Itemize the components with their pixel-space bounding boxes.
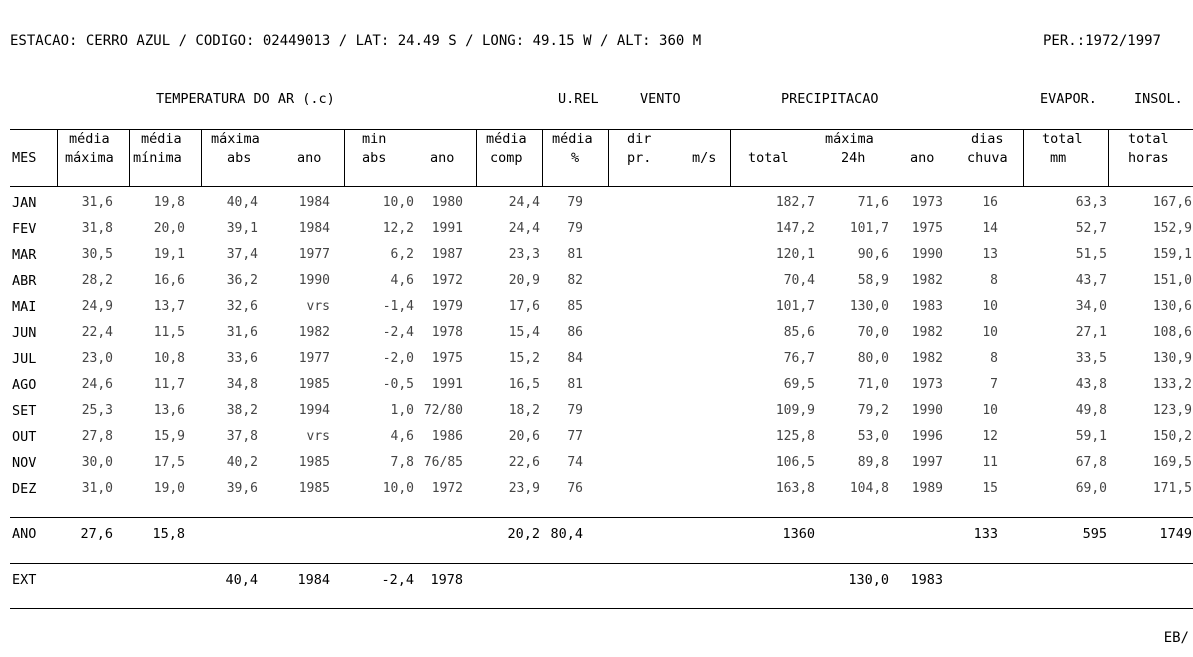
table-row-set-dias-chuva: 10 — [982, 403, 998, 418]
table-row-nov-max-abs: 40,2 — [226, 455, 258, 470]
table-row-abr-min-ano: 1972 — [431, 273, 463, 288]
table-row-set-media-max: 25,3 — [81, 403, 113, 418]
table-row-mai-insol-total: 130,6 — [1152, 299, 1192, 314]
table-row-jan-max-ano: 1984 — [298, 195, 330, 210]
col-header-media-min-2: mínima — [133, 150, 182, 166]
table-row-ago-media-comp: 16,5 — [508, 377, 540, 392]
table-row-mar-max-abs: 37,4 — [226, 247, 258, 262]
col-header-max-ano: ano — [297, 150, 322, 166]
table-row-abr-dias-chuva: 8 — [990, 273, 998, 288]
table-row-out-min-abs: 4,6 — [390, 429, 414, 444]
table-row-out-prec-max24: 53,0 — [857, 429, 889, 444]
col-header-evap-2: mm — [1050, 150, 1067, 166]
table-row-jul-prec-ano: 1982 — [911, 351, 943, 366]
table-row-jun-prec-total: 85,6 — [783, 325, 815, 340]
table-row-fev-media-min: 20,0 — [153, 221, 185, 236]
col-header-media-max-2: máxima — [65, 150, 114, 166]
table-row-mai-prec-max24: 130,0 — [849, 299, 889, 314]
table-row-fev-max-ano: 1984 — [298, 221, 330, 236]
table-row-jul-prec-max24: 80,0 — [857, 351, 889, 366]
table-row-fev-dias-chuva: 14 — [982, 221, 998, 236]
table-row-set-max-ano: 1994 — [298, 403, 330, 418]
table-row-ago-urel: 81 — [567, 377, 583, 392]
table-row-mai-max-abs: 32,6 — [226, 299, 258, 314]
table-row-ago-max-abs: 34,8 — [226, 377, 258, 392]
table-row-set-mes: SET — [12, 403, 37, 419]
extreme-row-max-ano: 1984 — [297, 572, 330, 588]
table-row-fev-prec-ano: 1975 — [911, 221, 943, 236]
table-row-ago-evap-total: 43,8 — [1075, 377, 1107, 392]
table-row-jan-max-abs: 40,4 — [226, 195, 258, 210]
table-row-set-min-abs: 1,0 — [390, 403, 414, 418]
table-row-mai-min-ano: 1979 — [431, 299, 463, 314]
table-row-dez-min-ano: 1972 — [431, 481, 463, 496]
table-row-abr-urel: 82 — [567, 273, 583, 288]
table-row-ago-min-abs: -0,5 — [382, 377, 414, 392]
table-row-dez-max-abs: 39,6 — [226, 481, 258, 496]
table-row-jul-mes: JUL — [12, 351, 37, 367]
table-row-mai-urel: 85 — [567, 299, 583, 314]
table-row-jul-insol-total: 130,9 — [1152, 351, 1192, 366]
table-row-jan-prec-max24: 71,6 — [857, 195, 889, 210]
table-row-set-insol-total: 123,9 — [1152, 403, 1192, 418]
column-divider — [1108, 129, 1109, 186]
col-header-media-comp-2: comp — [490, 150, 523, 166]
col-header-media-comp-1: média — [486, 131, 527, 147]
table-row-jul-dias-chuva: 8 — [990, 351, 998, 366]
table-row-abr-evap-total: 43,7 — [1075, 273, 1107, 288]
table-row-set-max-abs: 38,2 — [226, 403, 258, 418]
table-row-jan-insol-total: 167,6 — [1152, 195, 1192, 210]
table-row-ago-max-ano: 1985 — [298, 377, 330, 392]
table-row-out-min-ano: 1986 — [431, 429, 463, 444]
table-row-mar-min-ano: 1987 — [431, 247, 463, 262]
table-row-ago-dias-chuva: 7 — [990, 377, 998, 392]
annual-row-insol-total: 1749 — [1159, 526, 1192, 542]
table-row-jun-min-ano: 1978 — [431, 325, 463, 340]
table-row-mai-dias-chuva: 10 — [982, 299, 998, 314]
group-vento: VENTO — [640, 91, 681, 107]
table-row-fev-mes: FEV — [12, 221, 37, 237]
table-row-jan-media-comp: 24,4 — [508, 195, 540, 210]
table-row-set-prec-ano: 1990 — [911, 403, 943, 418]
table-row-mai-media-min: 13,7 — [153, 299, 185, 314]
table-row-mar-urel: 81 — [567, 247, 583, 262]
extreme-row-max-abs: 40,4 — [225, 572, 258, 588]
table-row-nov-media-comp: 22,6 — [508, 455, 540, 470]
table-row-dez-media-min: 19,0 — [153, 481, 185, 496]
table-row-jul-min-abs: -2,0 — [382, 351, 414, 366]
table-row-abr-media-max: 28,2 — [81, 273, 113, 288]
table-row-nov-urel: 74 — [567, 455, 583, 470]
table-row-ago-mes: AGO — [12, 377, 37, 393]
table-row-dez-max-ano: 1985 — [298, 481, 330, 496]
group-evapor: EVAPOR. — [1040, 91, 1097, 107]
col-header-dias-2: chuva — [967, 150, 1008, 166]
col-header-vento-dir-2: pr. — [627, 150, 652, 166]
table-row-fev-evap-total: 52,7 — [1075, 221, 1107, 236]
table-bottom-rule — [10, 608, 1193, 609]
group-temperatura: TEMPERATURA DO AR (.c) — [156, 91, 335, 107]
table-row-jun-dias-chuva: 10 — [982, 325, 998, 340]
station-header: ESTACAO: CERRO AZUL / CODIGO: 02449013 / LAT: 24.49 S / LONG: 49.15 W / ALT: 360 M — [10, 33, 702, 49]
table-row-out-dias-chuva: 12 — [982, 429, 998, 444]
column-divider — [129, 129, 130, 186]
table-row-nov-min-ano: 76/85 — [423, 455, 463, 470]
table-row-jul-max-ano: 1977 — [298, 351, 330, 366]
table-row-nov-media-max: 30,0 — [81, 455, 113, 470]
table-row-out-insol-total: 150,2 — [1152, 429, 1192, 444]
col-header-prec-max-1: máxima — [825, 131, 874, 147]
table-row-nov-dias-chuva: 11 — [982, 455, 998, 470]
group-insol: INSOL. — [1134, 91, 1183, 107]
table-row-jun-insol-total: 108,6 — [1152, 325, 1192, 340]
table-row-dez-evap-total: 69,0 — [1075, 481, 1107, 496]
table-row-nov-mes: NOV — [12, 455, 37, 471]
table-row-set-media-min: 13,6 — [153, 403, 185, 418]
table-row-fev-urel: 79 — [567, 221, 583, 236]
table-row-dez-urel: 76 — [567, 481, 583, 496]
annual-row-media-max: 27,6 — [80, 526, 113, 542]
table-row-mai-media-comp: 17,6 — [508, 299, 540, 314]
table-row-jan-media-max: 31,6 — [81, 195, 113, 210]
table-row-jan-mes: JAN — [12, 195, 37, 211]
table-row-jul-media-max: 23,0 — [81, 351, 113, 366]
table-row-out-max-abs: 37,8 — [226, 429, 258, 444]
table-row-mar-prec-total: 120,1 — [775, 247, 815, 262]
table-row-mai-prec-total: 101,7 — [775, 299, 815, 314]
table-row-jun-max-abs: 31,6 — [226, 325, 258, 340]
column-divider — [608, 129, 609, 186]
extreme-row-prec-ano: 1983 — [910, 572, 943, 588]
table-row-out-media-max: 27,8 — [81, 429, 113, 444]
col-header-prec-total: total — [748, 150, 789, 166]
table-row-jun-urel: 86 — [567, 325, 583, 340]
col-header-vento-ms: m/s — [692, 150, 717, 166]
table-row-mar-evap-total: 51,5 — [1075, 247, 1107, 262]
table-row-jul-prec-total: 76,7 — [783, 351, 815, 366]
table-row-jul-media-comp: 15,2 — [508, 351, 540, 366]
table-row-abr-media-min: 16,6 — [153, 273, 185, 288]
table-row-mai-evap-total: 34,0 — [1075, 299, 1107, 314]
table-row-dez-prec-total: 163,8 — [775, 481, 815, 496]
extreme-row-mes: EXT — [12, 572, 37, 588]
extreme-row-prec-max24: 130,0 — [848, 572, 889, 588]
col-header-dias-1: dias — [971, 131, 1004, 147]
table-row-jan-evap-total: 63,3 — [1075, 195, 1107, 210]
table-row-jun-media-max: 22,4 — [81, 325, 113, 340]
table-row-jun-media-min: 11,5 — [153, 325, 185, 340]
table-row-abr-min-abs: 4,6 — [390, 273, 414, 288]
table-row-mar-media-max: 30,5 — [81, 247, 113, 262]
col-header-min-abs-1: min — [362, 131, 387, 147]
table-row-ago-prec-total: 69,5 — [783, 377, 815, 392]
col-header-vento-dir-1: dir — [627, 131, 652, 147]
col-header-urel-1: média — [552, 131, 593, 147]
col-header-min-abs-2: abs — [362, 150, 387, 166]
table-row-dez-mes: DEZ — [12, 481, 37, 497]
table-row-mar-media-comp: 23,3 — [508, 247, 540, 262]
table-row-mar-mes: MAR — [12, 247, 37, 263]
table-row-mai-media-max: 24,9 — [81, 299, 113, 314]
table-row-dez-prec-max24: 104,8 — [849, 481, 889, 496]
table-row-jul-urel: 84 — [567, 351, 583, 366]
table-row-abr-insol-total: 151,0 — [1152, 273, 1192, 288]
col-header-insol-2: horas — [1128, 150, 1169, 166]
table-row-mar-max-ano: 1977 — [298, 247, 330, 262]
table-row-nov-evap-total: 67,8 — [1075, 455, 1107, 470]
table-row-mar-insol-total: 159,1 — [1152, 247, 1192, 262]
table-row-set-prec-max24: 79,2 — [857, 403, 889, 418]
table-row-ago-prec-max24: 71,0 — [857, 377, 889, 392]
table-row-nov-prec-max24: 89,8 — [857, 455, 889, 470]
col-header-media-max-1: média — [69, 131, 110, 147]
table-row-jan-dias-chuva: 16 — [982, 195, 998, 210]
table-row-out-prec-total: 125,8 — [775, 429, 815, 444]
table-row-mai-mes: MAI — [12, 299, 37, 315]
table-row-out-media-comp: 20,6 — [508, 429, 540, 444]
col-header-prec-ano: ano — [910, 150, 935, 166]
table-row-fev-min-ano: 1991 — [431, 221, 463, 236]
column-divider — [57, 129, 58, 186]
table-row-nov-insol-total: 169,5 — [1152, 455, 1192, 470]
table-row-ago-media-min: 11,7 — [153, 377, 185, 392]
period-label: PER.:1972/1997 — [1042, 33, 1161, 49]
table-row-fev-prec-max24: 101,7 — [849, 221, 889, 236]
table-row-out-urel: 77 — [567, 429, 583, 444]
col-header-mes: MES — [12, 150, 37, 166]
table-row-set-urel: 79 — [567, 403, 583, 418]
table-row-nov-max-ano: 1985 — [298, 455, 330, 470]
table-row-jun-prec-ano: 1982 — [911, 325, 943, 340]
table-row-mai-max-ano: vrs — [306, 299, 330, 314]
table-row-mar-media-min: 19,1 — [153, 247, 185, 262]
table-row-out-max-ano: vrs — [306, 429, 330, 444]
table-row-fev-media-max: 31,8 — [81, 221, 113, 236]
column-divider — [476, 129, 477, 186]
col-header-prec-max-2: 24h — [841, 150, 866, 166]
col-header-min-ano: ano — [430, 150, 455, 166]
table-row-jan-prec-total: 182,7 — [775, 195, 815, 210]
table-row-out-media-min: 15,9 — [153, 429, 185, 444]
table-row-jun-min-abs: -2,4 — [382, 325, 414, 340]
column-divider — [730, 129, 731, 186]
table-row-nov-prec-ano: 1997 — [911, 455, 943, 470]
header-top-rule — [10, 129, 1193, 130]
table-row-jun-media-comp: 15,4 — [508, 325, 540, 340]
annual-row-dias-chuva: 133 — [973, 526, 998, 542]
table-row-dez-media-max: 31,0 — [81, 481, 113, 496]
table-row-jul-min-ano: 1975 — [431, 351, 463, 366]
table-row-abr-prec-total: 70,4 — [783, 273, 815, 288]
table-row-fev-media-comp: 24,4 — [508, 221, 540, 236]
column-divider — [344, 129, 345, 186]
annual-row-media-comp: 20,2 — [507, 526, 540, 542]
col-header-media-min-1: média — [141, 131, 182, 147]
table-row-abr-max-ano: 1990 — [298, 273, 330, 288]
table-row-jan-prec-ano: 1973 — [911, 195, 943, 210]
table-row-fev-min-abs: 12,2 — [382, 221, 414, 236]
table-row-dez-prec-ano: 1989 — [911, 481, 943, 496]
table-row-jan-media-min: 19,8 — [153, 195, 185, 210]
extreme-row-min-ano: 1978 — [430, 572, 463, 588]
table-row-fev-max-abs: 39,1 — [226, 221, 258, 236]
table-row-ago-min-ano: 1991 — [431, 377, 463, 392]
table-row-jan-min-abs: 10,0 — [382, 195, 414, 210]
table-row-dez-dias-chuva: 15 — [982, 481, 998, 496]
table-row-dez-insol-total: 171,5 — [1152, 481, 1192, 496]
table-row-mar-min-abs: 6,2 — [390, 247, 414, 262]
table-row-jan-urel: 79 — [567, 195, 583, 210]
header-bottom-rule — [10, 186, 1193, 187]
table-row-dez-min-abs: 10,0 — [382, 481, 414, 496]
table-row-mar-prec-max24: 90,6 — [857, 247, 889, 262]
table-row-set-evap-total: 49,8 — [1075, 403, 1107, 418]
table-row-ago-media-max: 24,6 — [81, 377, 113, 392]
table-row-fev-prec-total: 147,2 — [775, 221, 815, 236]
table-row-set-prec-total: 109,9 — [775, 403, 815, 418]
table-row-dez-media-comp: 23,9 — [508, 481, 540, 496]
group-urel: U.REL — [558, 91, 599, 107]
table-row-nov-prec-total: 106,5 — [775, 455, 815, 470]
table-row-nov-media-min: 17,5 — [153, 455, 185, 470]
table-row-nov-min-abs: 7,8 — [390, 455, 414, 470]
table-row-abr-media-comp: 20,9 — [508, 273, 540, 288]
table-row-abr-prec-ano: 1982 — [911, 273, 943, 288]
col-header-max-abs-1: máxima — [211, 131, 260, 147]
col-header-insol-1: total — [1128, 131, 1169, 147]
table-row-jul-evap-total: 33,5 — [1075, 351, 1107, 366]
table-row-abr-mes: ABR — [12, 273, 37, 289]
table-row-jun-mes: JUN — [12, 325, 37, 341]
annual-row-evap-total: 595 — [1082, 526, 1107, 542]
annual-row-prec-total: 1360 — [782, 526, 815, 542]
column-divider — [1023, 129, 1024, 186]
table-row-jun-max-ano: 1982 — [298, 325, 330, 340]
table-row-jul-max-abs: 33,6 — [226, 351, 258, 366]
column-divider — [201, 129, 202, 186]
table-row-mai-min-abs: -1,4 — [382, 299, 414, 314]
column-divider — [542, 129, 543, 186]
table-row-ago-prec-ano: 1973 — [911, 377, 943, 392]
col-header-evap-1: total — [1042, 131, 1083, 147]
table-row-out-evap-total: 59,1 — [1075, 429, 1107, 444]
table-row-ago-insol-total: 133,2 — [1152, 377, 1192, 392]
table-row-set-media-comp: 18,2 — [508, 403, 540, 418]
table-row-fev-insol-total: 152,9 — [1152, 221, 1192, 236]
extreme-row-min-abs: -2,4 — [381, 572, 414, 588]
table-row-mar-dias-chuva: 13 — [982, 247, 998, 262]
annual-row-urel: 80,4 — [550, 526, 583, 542]
table-row-mar-prec-ano: 1990 — [911, 247, 943, 262]
table-row-out-prec-ano: 1996 — [911, 429, 943, 444]
table-row-jan-min-ano: 1980 — [431, 195, 463, 210]
table-row-out-mes: OUT — [12, 429, 37, 445]
table-row-abr-prec-max24: 58,9 — [857, 273, 889, 288]
annual-row-media-min: 15,8 — [152, 526, 185, 542]
table-row-jul-media-min: 10,8 — [153, 351, 185, 366]
table-row-mai-prec-ano: 1983 — [911, 299, 943, 314]
ano-top-rule — [10, 517, 1193, 518]
group-precipitacao: PRECIPITACAO — [781, 91, 879, 107]
ext-top-rule — [10, 563, 1193, 564]
table-row-jun-evap-total: 27,1 — [1075, 325, 1107, 340]
table-row-abr-max-abs: 36,2 — [226, 273, 258, 288]
table-row-jun-prec-max24: 70,0 — [857, 325, 889, 340]
table-row-set-min-ano: 72/80 — [423, 403, 463, 418]
footer-code: EB/ — [1163, 630, 1189, 646]
col-header-urel-2: % — [571, 150, 580, 166]
annual-row-mes: ANO — [12, 526, 37, 542]
col-header-max-abs-2: abs — [227, 150, 252, 166]
